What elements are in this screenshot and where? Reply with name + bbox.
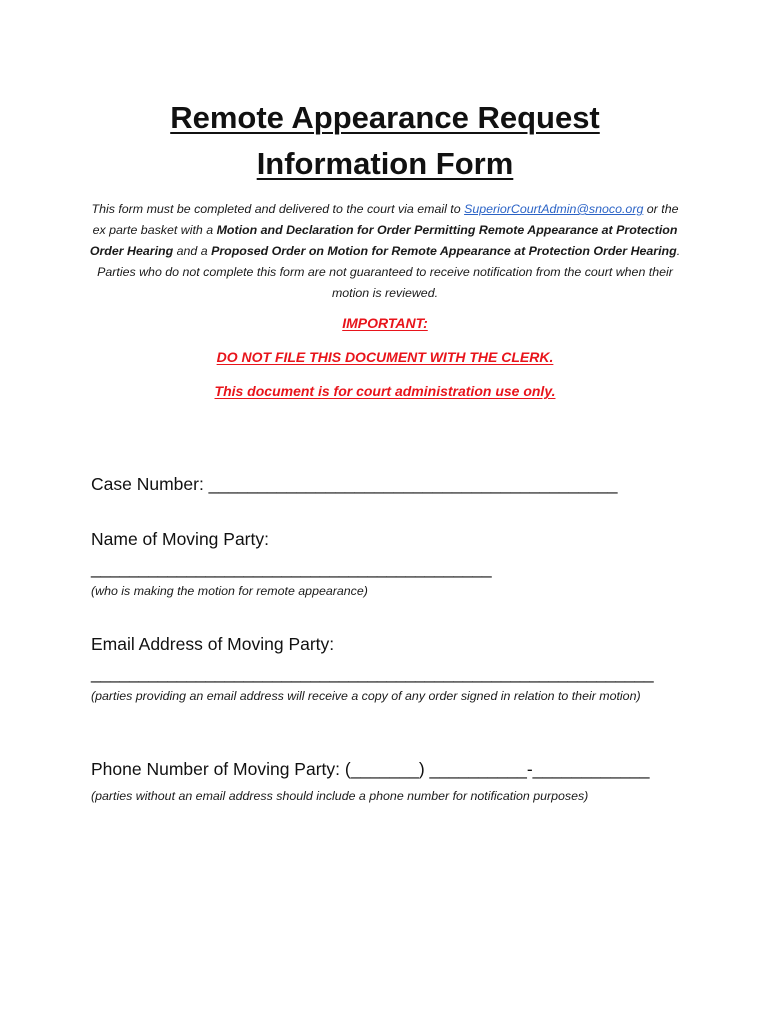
phone-note: (parties without an email address should include a phone number for notification purposes): [91, 789, 589, 803]
motion-title: Motion and Declaration for Order Permitting Remote Appearance at Protection Order Hearing: [89, 223, 678, 258]
intro-text-2: or the ex parte basket with a: [92, 202, 679, 237]
intro-text-3: and a: [173, 244, 212, 258]
moving-party-label: Name of Moving Party:: [91, 529, 269, 549]
email-note: (parties providing an email address will receive a copy of any order signed in relation to their motion): [91, 689, 641, 703]
court-admin-email-link[interactable]: SuperiorCourtAdmin@snoco.org: [464, 202, 644, 216]
intro-text-1: This form must be completed and delivered to the court via email to: [91, 202, 465, 216]
email-field[interactable]: ___________________________________________________________: [91, 663, 654, 683]
proposed-order-title: Proposed Order on Motion for Remote Appearance at Protection Order Hearing: [211, 244, 677, 258]
moving-party-note: (who is making the motion for remote appearance): [91, 584, 368, 598]
case-number-field[interactable]: Case Number: __________________________________________: [91, 474, 618, 494]
moving-party-field[interactable]: __________________________________________: [91, 558, 492, 578]
form-title-line-1: Remote Appearance Request: [170, 100, 600, 135]
admin-use-warning: This document is for court administration use only.: [214, 383, 556, 399]
intro-text-4: . Parties who do not complete this form are not guaranteed to receive notification from the court when their motion is reviewed.: [97, 244, 681, 300]
intro-paragraph: [86, 199, 684, 304]
phone-number-field[interactable]: Phone Number of Moving Party: (_______) __________-____________: [91, 759, 650, 779]
email-label: Email Address of Moving Party:: [91, 634, 335, 654]
important-heading: IMPORTANT:: [342, 315, 428, 331]
form-title-line-2: Information Form: [256, 146, 514, 181]
do-not-file-warning: DO NOT FILE THIS DOCUMENT WITH THE CLERK.: [216, 349, 554, 365]
